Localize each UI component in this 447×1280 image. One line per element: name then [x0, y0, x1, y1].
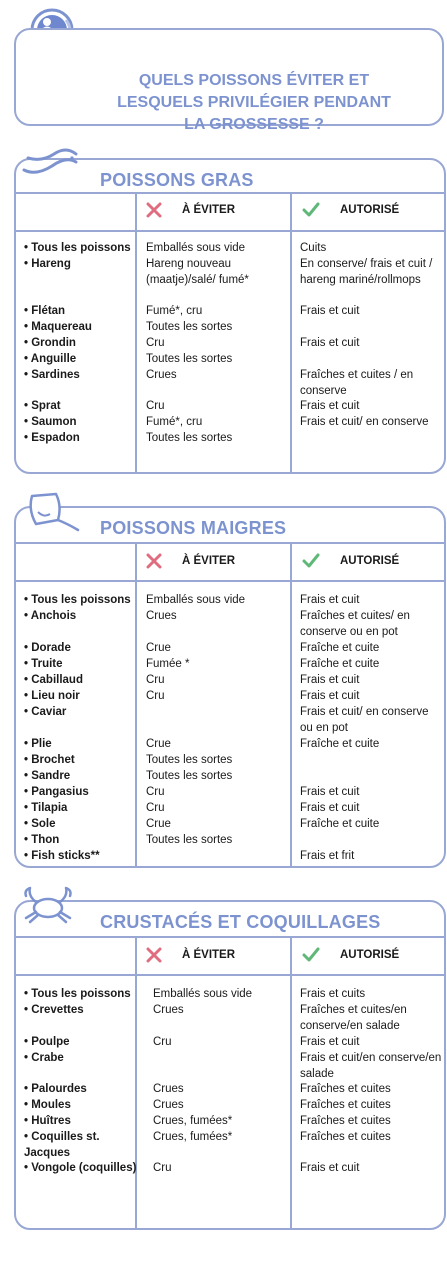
section-title: POISSONS GRAS — [100, 170, 254, 190]
fish-name: • Tous les poissons — [24, 988, 131, 1000]
fish-name: • Plie — [24, 738, 52, 750]
fish-table — [16, 194, 444, 472]
allowed-cell: Fraîches et cuites — [300, 1131, 391, 1143]
allowed-cell: Fraîche et cuite — [300, 818, 380, 830]
avoid-cell: Crues — [153, 1099, 184, 1111]
section-box — [14, 506, 446, 868]
cross-icon — [146, 553, 162, 569]
avoid-cell: Emballés sous vide — [146, 242, 246, 254]
allowed-cell: Fraîches et cuites — [300, 1115, 391, 1127]
section-title: CRUSTACÉS ET COQUILLAGES — [100, 912, 381, 932]
check-icon — [302, 947, 320, 963]
eel-icon — [18, 140, 82, 182]
column-header-avoid-label: À ÉVITER — [182, 949, 236, 961]
avoid-cell: Emballés sous vide — [146, 594, 246, 606]
avoid-cell: Toutes les sortes — [146, 770, 233, 782]
allowed-cell: Frais et cuit — [300, 400, 360, 412]
allowed-cell: Fraîche et cuite — [300, 658, 380, 670]
allowed-cell: Frais et cuit — [300, 1036, 360, 1048]
avoid-cell: Cru — [146, 674, 165, 686]
avoid-cell: Crues — [146, 610, 177, 622]
allowed-cell: En conserve/ frais et cuit / hareng mariné/rollmops — [300, 258, 433, 286]
fish-name: • Moules — [24, 1099, 71, 1111]
fish-name: • Huîtres — [24, 1115, 71, 1127]
section-poissons-maigres — [14, 506, 446, 868]
column-header-avoid-label: À ÉVITER — [182, 204, 236, 216]
fish-name: • Flétan — [24, 305, 66, 317]
allowed-cell: Frais et cuit — [300, 786, 360, 798]
column-header-avoid — [146, 553, 235, 569]
avoid-cell: Cru — [146, 802, 165, 814]
section-poissons-gras — [14, 158, 446, 474]
fish-name: • Grondin — [24, 337, 76, 349]
column-header-ok-label: AUTORISÉ — [340, 555, 400, 567]
column-header-avoid-label: À ÉVITER — [182, 555, 236, 567]
avoid-cell: Crues, fumées* — [153, 1131, 233, 1143]
column-header-ok — [302, 947, 399, 963]
avoid-cell: Crues — [153, 1004, 184, 1016]
allowed-cell: Fraîches et cuites / en conserve — [300, 369, 414, 397]
avoid-cell: Emballés sous vide — [153, 988, 253, 1000]
section-crustaces — [14, 900, 446, 1230]
section-box — [14, 900, 446, 1230]
allowed-cell: Frais et cuit — [300, 674, 360, 686]
allowed-cell: Fraîches et cuites/ en conserve ou en pot — [300, 610, 410, 638]
fish-name: • Crevettes — [24, 1004, 84, 1016]
fish-name: • Palourdes — [24, 1083, 87, 1095]
allowed-cell: Fraîches et cuites — [300, 1099, 391, 1111]
crab-icon — [18, 884, 82, 926]
section-title: POISSONS MAIGRES — [100, 518, 287, 538]
fish-name: • Tilapia — [24, 802, 68, 814]
allowed-cell: Cuits — [300, 242, 327, 254]
fish-name: • Vongole (coquilles) — [24, 1162, 137, 1174]
cross-icon — [146, 947, 162, 963]
avoid-cell: Cru — [153, 1036, 172, 1048]
fish-name: • Anchois — [24, 610, 77, 622]
fish-name: • Pangasius — [24, 786, 89, 798]
avoid-cell: Crues — [153, 1083, 184, 1095]
fish-name: • Anguille — [24, 353, 77, 365]
fish-name: • Fish sticks** — [24, 850, 100, 862]
column-header-avoid — [146, 202, 235, 218]
allowed-cell: Frais et cuit/en conserve/en salade — [300, 1052, 442, 1080]
avoid-cell: Toutes les sortes — [146, 353, 233, 365]
avoid-cell: Hareng nouveau (maatje)/salé/ fumé* — [146, 258, 249, 286]
avoid-cell: Crue — [146, 642, 171, 654]
column-header-ok-label: AUTORISÉ — [340, 949, 400, 961]
fish-name: • Hareng — [24, 258, 71, 270]
allowed-cell: Frais et cuit/ en conserve — [300, 416, 429, 428]
fish-name: • Caviar — [24, 706, 67, 718]
fish-name: • Sandre — [24, 770, 71, 782]
avoid-cell: Fumée * — [146, 658, 190, 670]
column-header-ok — [302, 202, 399, 218]
fish-name: • Sprat — [24, 400, 61, 412]
fish-name: • Crabe — [24, 1052, 64, 1064]
allowed-cell: Frais et cuit — [300, 594, 360, 606]
allowed-cell: Fraîche et cuite — [300, 738, 380, 750]
avoid-cell: Cru — [153, 1162, 172, 1174]
allowed-cell: Frais et cuit — [300, 690, 360, 702]
stingray-icon — [18, 490, 82, 532]
page-title: QUELS POISSONS ÉVITER ET LESQUELS PRIVILÉGIER PENDANT LA GROSSESSE ? — [117, 72, 391, 133]
fish-name: • Maquereau — [24, 321, 92, 333]
fish-table — [16, 544, 444, 866]
check-icon — [302, 553, 320, 569]
check-icon — [302, 202, 320, 218]
allowed-cell: Frais et cuit — [300, 802, 360, 814]
fish-name: • Thon — [24, 834, 60, 846]
allowed-cell: Frais et cuits — [300, 988, 366, 1000]
allowed-cell: Fraîches et cuites/en conserve/en salade — [300, 1004, 407, 1032]
fish-table — [16, 938, 444, 1228]
fish-name: • Coquilles st. Jacques — [24, 1131, 100, 1159]
fish-name: • Truite — [24, 658, 63, 670]
fish-name: • Saumon — [24, 416, 77, 428]
avoid-cell: Toutes les sortes — [146, 321, 233, 333]
fish-name: • Tous les poissons — [24, 594, 131, 606]
fish-name: • Poulpe — [24, 1036, 70, 1048]
avoid-cell: Crues, fumées* — [153, 1115, 233, 1127]
fish-name: • Dorade — [24, 642, 71, 654]
fish-name: • Cabillaud — [24, 674, 83, 686]
fish-name: • Brochet — [24, 754, 75, 766]
allowed-cell: Frais et cuit — [300, 305, 360, 317]
fish-name: • Espadon — [24, 432, 80, 444]
allowed-cell: Fraîches et cuites — [300, 1083, 391, 1095]
section-box — [14, 158, 446, 474]
avoid-cell: Toutes les sortes — [146, 432, 233, 444]
avoid-cell: Fumé*, cru — [146, 416, 203, 428]
fish-name: • Tous les poissons — [24, 242, 131, 254]
column-header-avoid — [146, 947, 235, 963]
cross-icon — [146, 202, 162, 218]
avoid-cell: Toutes les sortes — [146, 834, 233, 846]
column-header-ok — [302, 553, 399, 569]
allowed-cell: Frais et cuit/ en conserve ou en pot — [300, 706, 429, 734]
avoid-cell: Cru — [146, 400, 165, 412]
column-header-ok-label: AUTORISÉ — [340, 204, 400, 216]
allowed-cell: Frais et cuit — [300, 1162, 360, 1174]
avoid-cell: Cru — [146, 337, 165, 349]
avoid-cell: Toutes les sortes — [146, 754, 233, 766]
allowed-cell: Frais et cuit — [300, 337, 360, 349]
avoid-cell: Crue — [146, 818, 171, 830]
avoid-cell: Fumé*, cru — [146, 305, 203, 317]
avoid-cell: Cru — [146, 786, 165, 798]
fish-name: • Sole — [24, 818, 56, 830]
avoid-cell: Crue — [146, 738, 171, 750]
avoid-cell: Crues — [146, 369, 177, 381]
avoid-cell: Cru — [146, 690, 165, 702]
fish-name: • Sardines — [24, 369, 80, 381]
allowed-cell: Fraîche et cuite — [300, 642, 380, 654]
title-box — [14, 28, 444, 133]
fish-name: • Lieu noir — [24, 690, 80, 702]
allowed-cell: Frais et frit — [300, 850, 355, 862]
